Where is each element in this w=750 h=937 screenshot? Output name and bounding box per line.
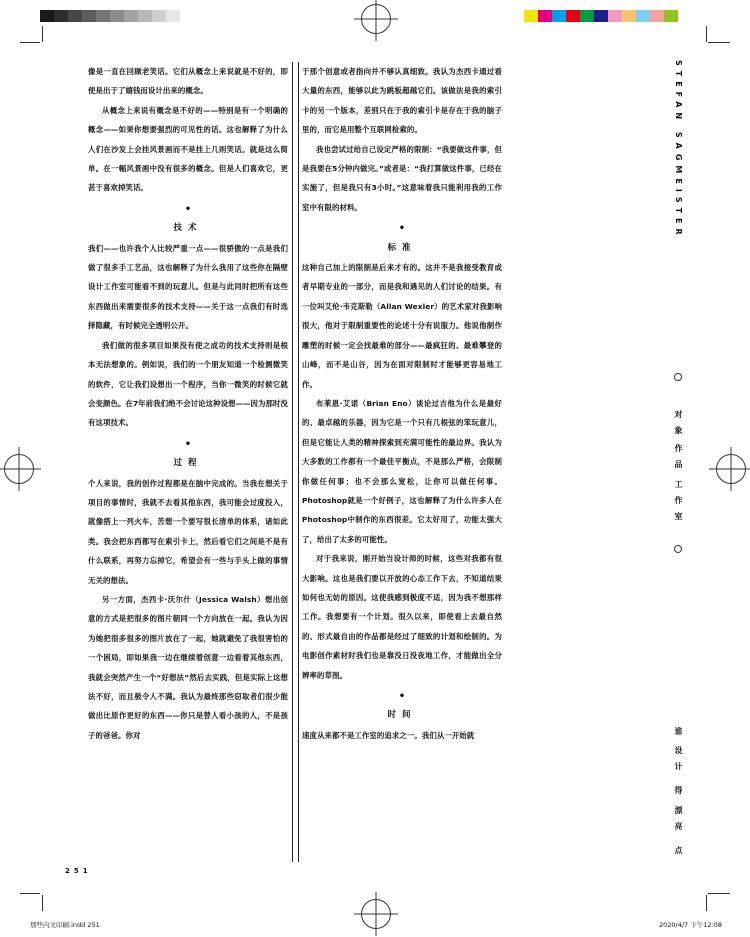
registration-mark [716,454,746,484]
left-column [88,62,288,745]
registration-mark [361,899,391,929]
crop-mark [42,895,43,911]
side-nav-studio: 工作室 [674,480,683,528]
column-rule [298,62,299,862]
side-nav-object: 对象 [674,410,683,442]
crop-mark [20,42,40,43]
section-heading: 技术 [173,223,203,234]
side-nav-works: 作品 [674,444,683,476]
running-head: STEFAN SAGMEISTER [674,60,683,240]
registration-mark [361,4,391,34]
paragraph: 我们做的很多项目如果没有使之成功的技术支持则是根本无法想象的。例如说，我们的一个朋友知道一个检测微笑的软件，它让我们设想出一个程序，当你一微笑的时候它就会变颜色。在7年前我们绝不会讨论这种设想——因为那时没有这项技术。 [88,340,289,428]
page-number: 251 [65,867,92,875]
slug-date: 2020/4/7 下午12:08 [659,921,722,929]
paragraph: 我们——也许我个人比较严重一点——很骄傲的一点是我们做了很多手工艺品，这也解释了为什么我用了这些你在隔壁设计工作室可能看不到的玩意儿。但是与此同时把所有这些东西做出来需要很多的技术支持——关于这一点我们有时选择隐藏，有时候完全透明公开。 [88,243,288,331]
side-nav-point: 点 [674,846,683,862]
column-rule [292,62,293,862]
section-separator: • [398,223,406,235]
paragraph: 速度从来都不是工作室的追求之一。我们从一开始就 [302,730,475,740]
right-column [302,62,502,745]
paragraph: 另一方面，杰西卡·沃尔什（Jessica Walsh）想出创意的方式是把很多的图片朝同一个方向放在一起。我认为因为她把很多很多的图片放在了一起，她就避免了我很害怕的一个困局，即如果我一边在继续着创意一边看着其他东西，我就会突然产生一个“好想法”然后去实践，但是实际上这想法不好，而且极令人不满。我认为最终那些窃取者们很少能做出比原作更好的东西——你只是替人看小孩的人，不是孩子的爸爸。你对 [88,594,288,740]
circle-marker-icon [674,545,682,553]
section-separator: • [184,438,192,450]
paragraph: 个人来说，我的创作过程都是在脑中完成的。当我在想关于项目的事情时，我就不去看其他东西，我可能会过度投入，就像搭上一列火车，苦想一个要写很长清单的体系，诸如此类。我会把东西都写在索引卡上，然后看它们之间是不是有什么联系，再努力忘掉它，希望会有一些与手头上做的事情无关的想法。 [88,478,288,585]
section-separator: • [184,203,192,215]
paragraph: 对于我来说，刚开始当设计师的时候，这些对我都有很大影响。这也是我们要以开放的心态工作下去，不知道结果如何也无妨的原因。这使我感到极度不适，因为我不想那样工作。我想要有一个计划。很久以来，即使看上去最自然的、形式最自由的作品都是经过了细致的计划和绘制的。为电影创作素材时我们也是靠没日没夜地工作，才能做出全分辨率的草图。 [302,554,502,680]
paragraph: 于那个创意或者指向并不够认真细致。我认为杰西卡通过看大量的东西，能够以此为跳板超越它们。该做法是我的索引卡的另一个版本，差别只在于我的索引卡是存在于我的脑子里的，而它是用整个互联网检索的。 [302,67,502,135]
paragraph: 布莱恩·艾诺（Brian Eno）谈论过吉他为什么是最好的、最卓越的乐器，因为它是一个只有几根弦的笨玩意儿，但是它能让人类的精神探索到充满可能性的最边界。我认为大多数的工作都有一个最佳平衡点，不是那么严格，会限制你做任何事；也不会那么宽松，让你可以做任何事。Photoshop就是一个好例子，这也解释了为什么许多人在Photoshop中制作的东西很差。它太好用了，功能太强大了，给出了太多的可能性。 [302,398,502,544]
section-heading: 过程 [173,458,203,469]
crop-mark [706,895,707,911]
crop-mark [20,893,40,894]
section-heading: 时间 [387,710,417,721]
section-separator: • [398,691,406,702]
paragraph: 从概念上来说有概念是不好的——特别是有一个明确的概念——如果你想要强烈的可见性的话。这也解释了为什么人们在沙发上会挂风景画而不是挂上几则笑话。就是这么简单。在一幅风景画中没有很多的概念。但是人们喜欢它，更甚于喜欢掉笑话。 [88,105,288,193]
crop-mark [708,893,730,894]
registration-mark [4,454,34,484]
side-nav-design: 设计 [674,746,683,778]
section-heading: 标准 [387,242,417,253]
paragraph: 这种自己加上的限制是后来才有的。这并不是我接受教育或者早期专业的一部分，而是我和遇见的人们讨论的结果。有一位叫艾伦·韦克斯勒（Allan Wexler）的艺术家对我影响很大，他对于限制重要性的论述十分有说服力。他说他制作雕塑的时候一定会找最难的部分——最疯狂的、最难攀登的山峰，而不是山谷，因为在面对限制时才能够更容易地工作。 [302,263,502,389]
circle-marker-icon [674,373,682,381]
crop-mark [708,42,730,43]
side-nav-get: 得 [674,786,683,802]
slug-file: 那些内文印刷.indd 251 [30,921,100,929]
paragraph: 我也尝试过给自己设定严格的限制：“我要做这件事，但是我要在5分钟内做完。”或者是：“我打算做这件事，已经在实施了，但是我只有3小时。”这意味着我只能利用我的工作室中有限的材料。 [302,144,502,212]
side-nav-who: 谁 [674,727,683,743]
crop-mark [42,26,43,42]
crop-mark [706,26,707,42]
side-nav-beautiful: 漂亮 [674,806,683,838]
paragraph: 像是一直在回顾老笑话。它们从概念上来说就是不好的，即使是出于了嬉钱而设计出来的概念。 [88,67,288,96]
